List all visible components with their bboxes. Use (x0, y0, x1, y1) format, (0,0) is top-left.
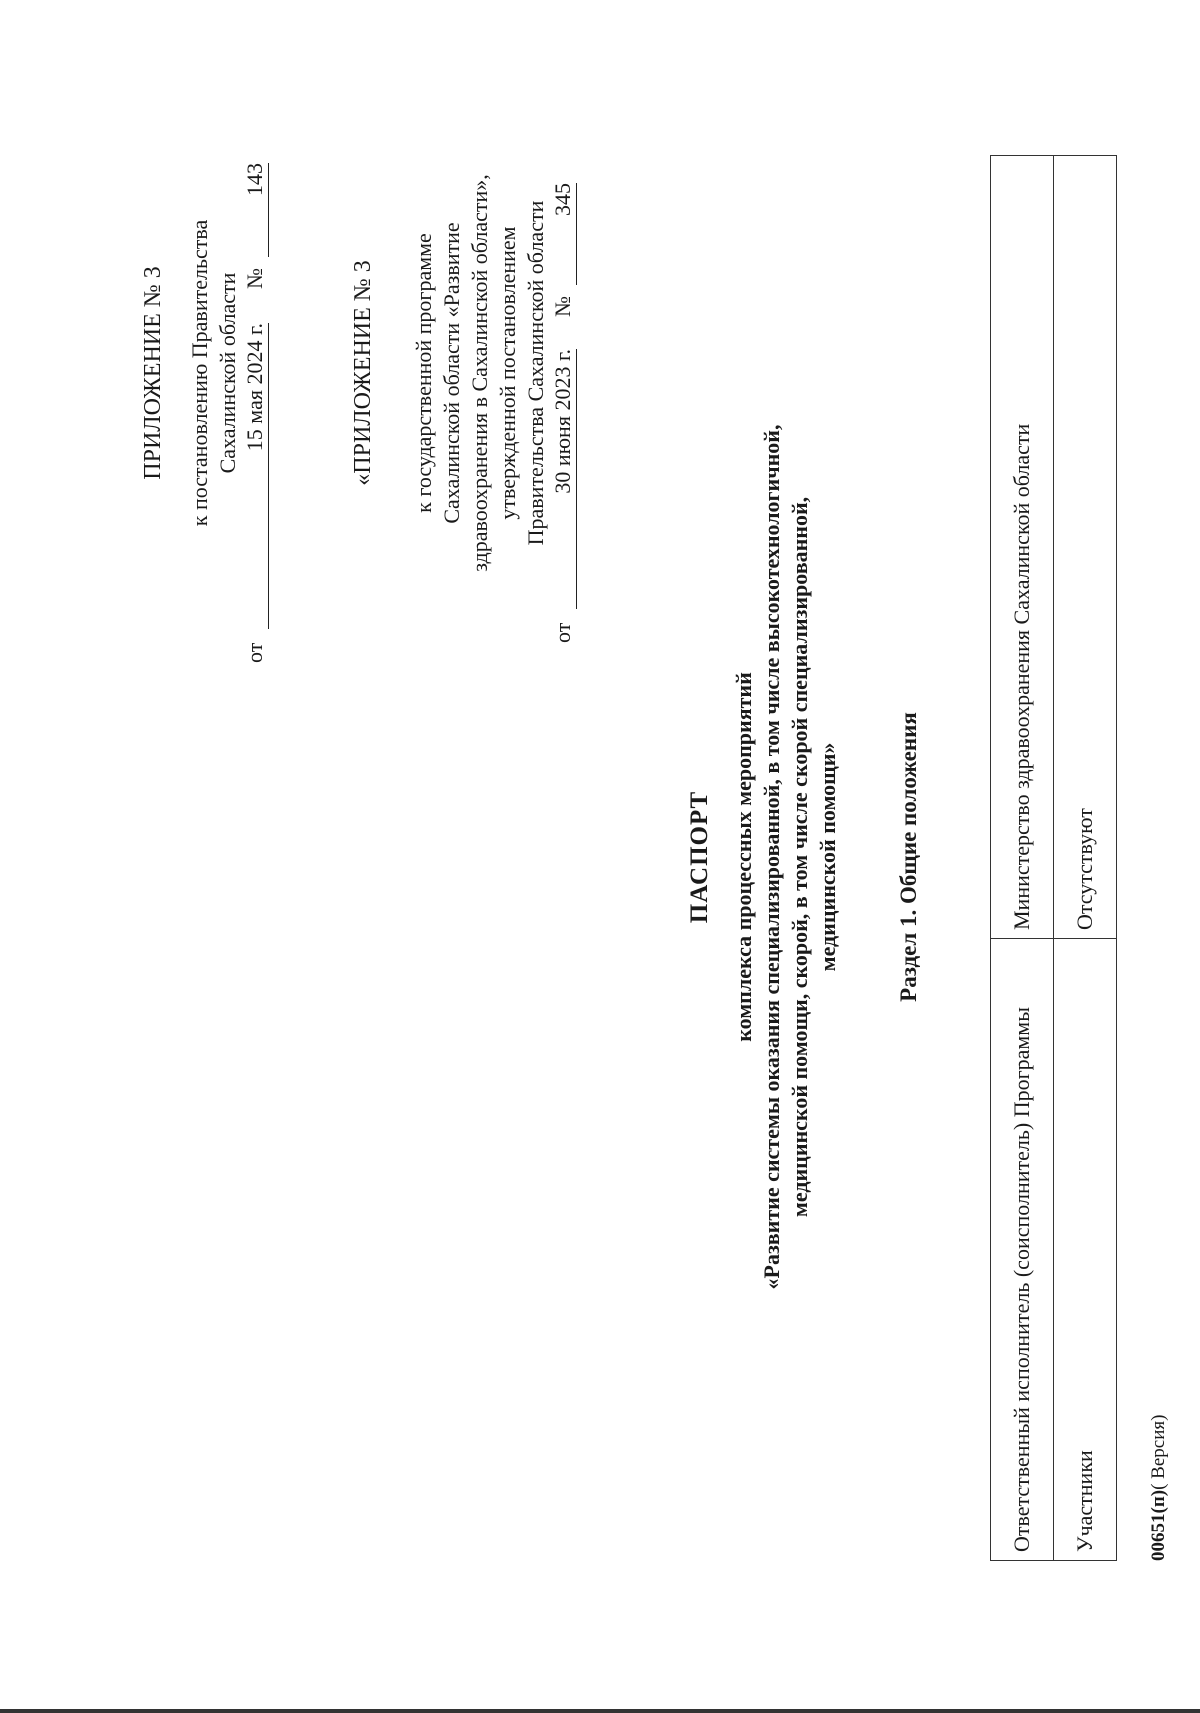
row-value: Министерство здравоохранения Сахалинской области (991, 156, 1054, 939)
date-prefix: от (242, 642, 267, 663)
resolution-number: 143 (242, 163, 269, 257)
passport-subtitle-line3: медицинской помощи, скорой, в том числе скорой специализированной, (787, 496, 812, 1218)
section-title: Раздел 1. Общие положения (896, 712, 921, 1002)
row-label: Ответственный исполнитель (соисполнитель) Программы (991, 939, 1054, 1561)
appendix-original-title: «ПРИЛОЖЕНИЕ № 3 (350, 260, 376, 486)
passport-subtitle-line4: медицинской помощи» (815, 742, 840, 972)
row-label: Участники (1054, 939, 1117, 1561)
table-row (1054, 156, 1117, 1561)
general-provisions-table (990, 155, 1117, 1561)
scan-edge-line (0, 1709, 1200, 1713)
passport-subtitle-line2: «Развитие системы оказания специализированной, в том числе высокотехнологичной, (759, 424, 784, 1290)
passport-title: ПАСПОРТ (686, 790, 713, 924)
appendix-current-line1: к постановлению Правительства (187, 219, 212, 527)
appendix-original-line3: здравоохранения в Сахалинской области», (467, 174, 492, 572)
version-label: ( Версия) (1148, 1414, 1169, 1490)
appendix-original-line4: утвержденной постановлением (495, 226, 520, 520)
appendix-original-date-row (550, 183, 578, 643)
number-prefix: № (550, 296, 575, 317)
program-resolution-number: 345 (550, 183, 577, 285)
table-row (991, 156, 1054, 1561)
passport-subtitle-line1: комплекса процессных мероприятий (731, 672, 756, 1042)
appendix-current-title: ПРИЛОЖЕНИЕ № 3 (140, 266, 166, 480)
appendix-original-line2: Сахалинской области «Развитие (439, 222, 464, 524)
program-resolution-date: 30 июня 2023 г. (550, 349, 577, 609)
row-value: Отсутствуют (1054, 156, 1117, 939)
appendix-current-date-row (242, 163, 270, 663)
resolution-date: 15 мая 2024 г. (242, 323, 269, 629)
document-code: 00651(п) (1148, 1489, 1169, 1561)
appendix-original-line5: Правительства Сахалинской области (523, 200, 548, 546)
document-version (1148, 1415, 1170, 1561)
appendix-original-line1: к государственной программе (411, 233, 436, 513)
date-prefix: от (550, 622, 575, 643)
appendix-current-line2: Сахалинской области (215, 272, 240, 474)
number-prefix: № (242, 268, 267, 289)
